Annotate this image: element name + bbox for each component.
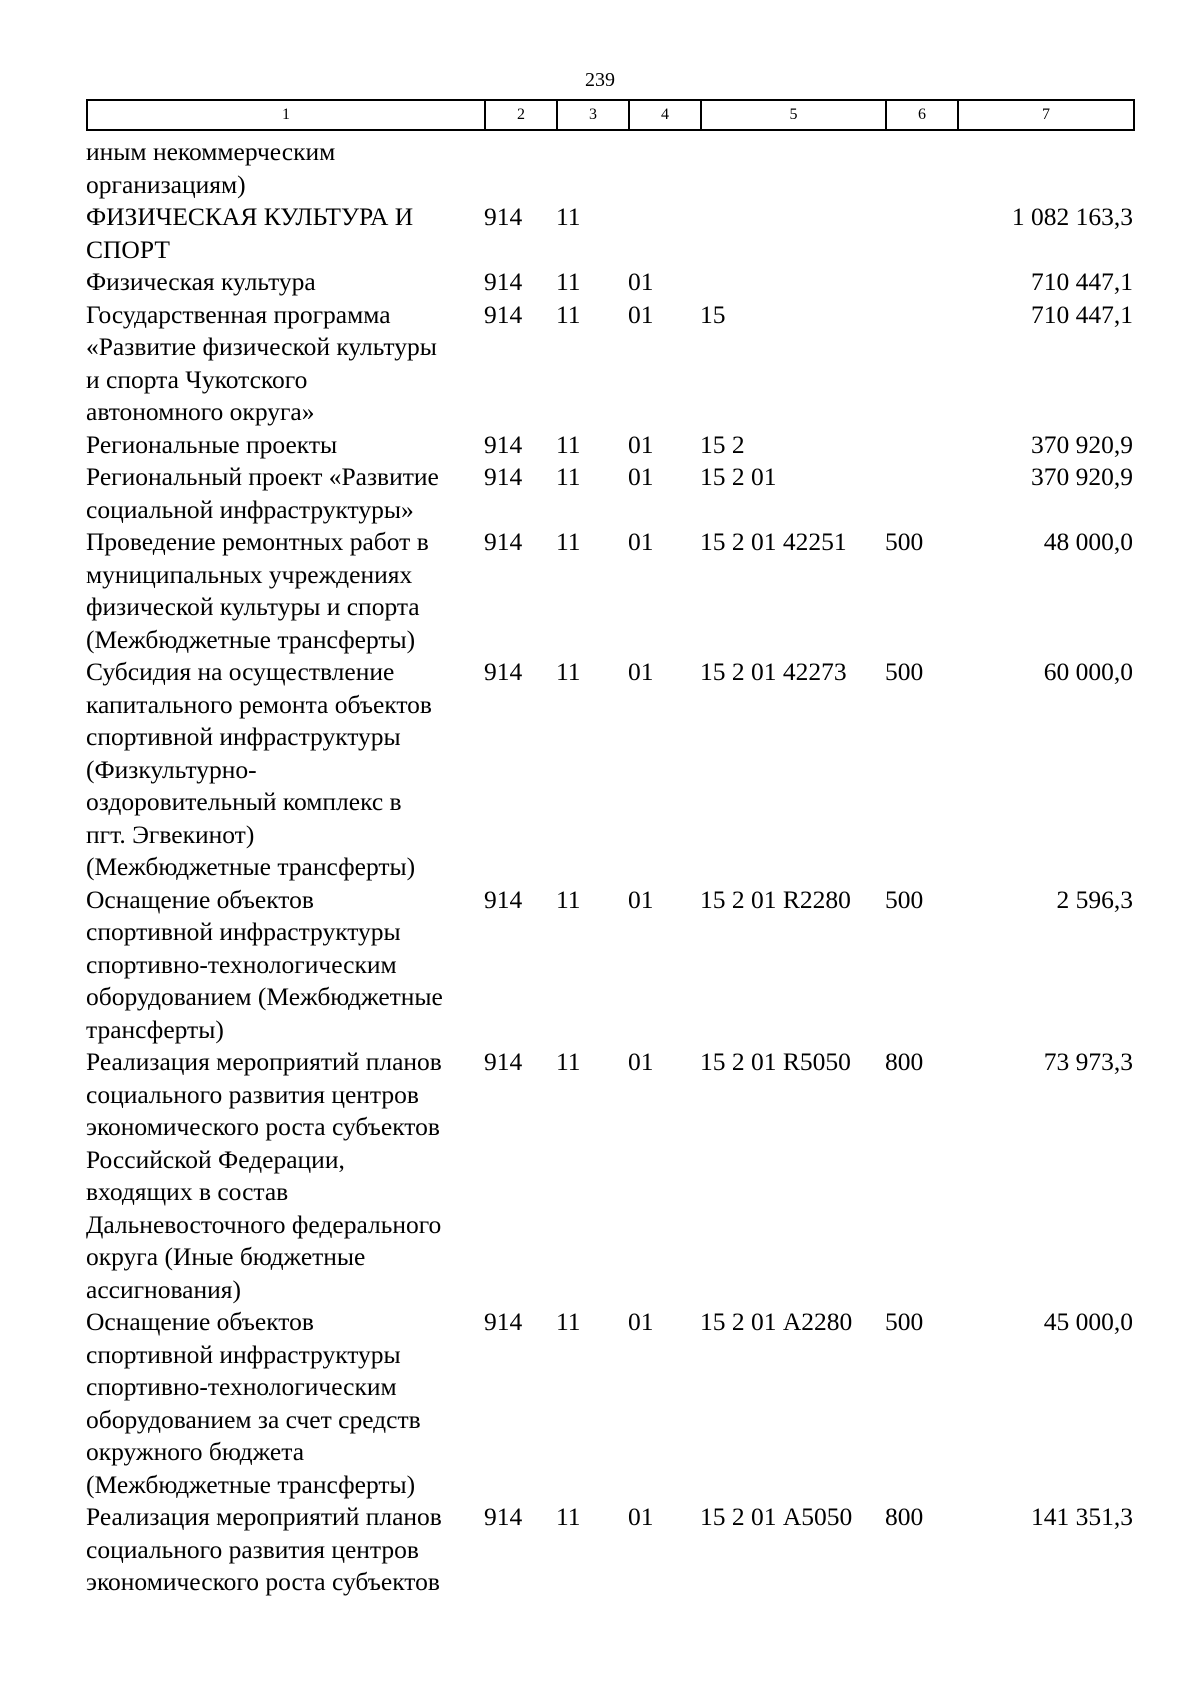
table-row (86, 656, 1133, 884)
row-expense-type (885, 266, 957, 299)
row-ministry-code: 914 (484, 267, 523, 296)
row-subsection-code: 01 (628, 657, 654, 686)
row-ministry-code: 914 (484, 429, 523, 459)
row-ministry-code: 914 (484, 1047, 523, 1076)
table-row (86, 461, 1133, 526)
row-section-code: 11 (556, 429, 581, 459)
column-header-1: 1 (87, 100, 485, 130)
row-target-article: 15 2 01 R2280 (700, 884, 851, 914)
row-expense-type: 500 (885, 527, 924, 556)
row-expense-type (885, 461, 957, 526)
column-header-6: 6 (886, 100, 958, 130)
row-target-article: 15 2 01 R5050 (700, 1047, 851, 1076)
row-amount: 370 920,9 (1031, 462, 1133, 491)
table-row (86, 884, 1133, 1047)
row-expense-type: 500 (885, 657, 924, 686)
table-row (86, 266, 1133, 299)
row-expense-type (885, 201, 957, 266)
column-header-4: 4 (629, 100, 701, 130)
row-target-article (700, 201, 885, 266)
row-description: Субсидия на осуществление капитального ремонта объектов спортивной инфраструктуры (Физкультурно- оздоровительный комплекс в пгт. Эгвекинот) (Межбюджетные трансферты) (86, 657, 432, 881)
budget-table-body (86, 136, 1133, 1599)
row-section-code: 11 (556, 657, 581, 686)
row-description: Проведение ремонтных работ в муниципальных учреждениях физической культуры и спорта (Межбюджетные трансферты) (86, 527, 429, 654)
row-description: Физическая культура (86, 267, 316, 296)
row-subsection-code: 01 (628, 1502, 654, 1531)
row-section-code: 11 (556, 1502, 581, 1531)
row-target-article (700, 136, 885, 201)
column-header-2: 2 (485, 100, 557, 130)
row-description: Реализация мероприятий планов социального развития центров экономического роста субъектов Российской Федерации, входящих в состав Дальневосточного федерального округа (Иные бюджетные ассигнования) (86, 1047, 442, 1304)
row-amount: 73 973,3 (1043, 1047, 1133, 1076)
row-amount: 60 000,0 (1043, 657, 1133, 686)
row-subsection-code: 01 (628, 462, 654, 491)
row-subsection-code: 01 (628, 429, 654, 459)
row-section-code: 11 (556, 202, 581, 231)
column-header-row (87, 100, 1134, 130)
row-ministry-code (484, 136, 556, 201)
row-expense-type (885, 136, 957, 201)
row-target-article: 15 2 01 А5050 (700, 1502, 853, 1531)
row-subsection-code (628, 136, 700, 201)
row-subsection-code: 01 (628, 527, 654, 556)
row-expense-type: 800 (885, 1047, 924, 1076)
row-section-code: 11 (556, 267, 581, 296)
row-section-code: 11 (556, 299, 581, 329)
table-row (86, 1046, 1133, 1306)
table-row (86, 201, 1133, 266)
row-description: Региональные проекты (86, 429, 338, 459)
row-description: Оснащение объектов спортивной инфраструктуры спортивно-технологическим оборудованием за счет средств окружного бюджета (Межбюджетные трансферты) (86, 1307, 421, 1499)
row-target-article: 15 2 01 42251 (700, 527, 847, 556)
column-header-5: 5 (701, 100, 886, 130)
table-row (86, 429, 1133, 462)
row-expense-type (885, 299, 957, 429)
table-row (86, 299, 1133, 429)
row-amount (957, 136, 1133, 201)
row-amount: 710 447,1 (1031, 299, 1133, 329)
row-description: ФИЗИЧЕСКАЯ КУЛЬТУРА И СПОРТ (86, 202, 414, 264)
column-header-3: 3 (557, 100, 629, 130)
row-expense-type: 500 (885, 884, 924, 914)
row-target-article: 15 2 01 (700, 462, 777, 491)
row-target-article: 15 (700, 299, 726, 329)
row-ministry-code: 914 (484, 299, 523, 329)
row-subsection-code: 01 (628, 299, 654, 329)
row-ministry-code: 914 (484, 657, 523, 686)
row-description: иным некоммерческим организациям) (86, 137, 336, 199)
column-header-table (86, 99, 1135, 131)
row-target-article (700, 266, 885, 299)
row-subsection-code (628, 201, 700, 266)
row-ministry-code: 914 (484, 884, 523, 914)
page-number: 239 (585, 69, 615, 91)
row-ministry-code: 914 (484, 527, 523, 556)
row-section-code: 11 (556, 462, 581, 491)
row-amount: 48 000,0 (1043, 527, 1133, 556)
row-amount: 370 920,9 (1031, 429, 1133, 459)
row-amount: 1 082 163,3 (1011, 202, 1133, 231)
row-description: Оснащение объектов спортивной инфраструктуры спортивно-технологическим оборудованием (Межбюджетные трансферты) (86, 884, 443, 1044)
row-amount: 2 596,3 (1056, 884, 1133, 914)
row-section-code (556, 136, 628, 201)
row-section-code: 11 (556, 884, 581, 914)
row-amount: 45 000,0 (1043, 1307, 1133, 1336)
row-ministry-code: 914 (484, 462, 523, 491)
row-section-code: 11 (556, 1307, 581, 1336)
table-row (86, 1501, 1133, 1599)
row-amount: 710 447,1 (1031, 267, 1133, 296)
row-description: Региональный проект «Развитие социальной инфраструктуры» (86, 462, 439, 524)
row-expense-type: 800 (885, 1502, 924, 1531)
row-subsection-code: 01 (628, 884, 654, 914)
row-section-code: 11 (556, 527, 581, 556)
row-description: Государственная программа «Развитие физической культуры и спорта Чукотского автономного округа» (86, 299, 437, 426)
row-subsection-code: 01 (628, 267, 654, 296)
row-target-article: 15 2 01 42273 (700, 657, 847, 686)
row-target-article: 15 2 01 А2280 (700, 1307, 853, 1336)
row-expense-type: 500 (885, 1307, 924, 1336)
row-ministry-code: 914 (484, 202, 523, 231)
budget-table (86, 136, 1133, 1599)
row-target-article: 15 2 (700, 429, 745, 459)
row-expense-type (885, 429, 957, 462)
table-row (86, 136, 1133, 201)
row-section-code: 11 (556, 1047, 581, 1076)
row-subsection-code: 01 (628, 1307, 654, 1336)
row-description: Реализация мероприятий планов социального развития центров экономического роста субъектов (86, 1502, 442, 1596)
row-ministry-code: 914 (484, 1307, 523, 1336)
table-row (86, 526, 1133, 656)
row-subsection-code: 01 (628, 1047, 654, 1076)
table-row (86, 1306, 1133, 1501)
row-amount: 141 351,3 (1031, 1502, 1133, 1531)
row-ministry-code: 914 (484, 1502, 523, 1531)
column-header-7: 7 (958, 100, 1134, 130)
